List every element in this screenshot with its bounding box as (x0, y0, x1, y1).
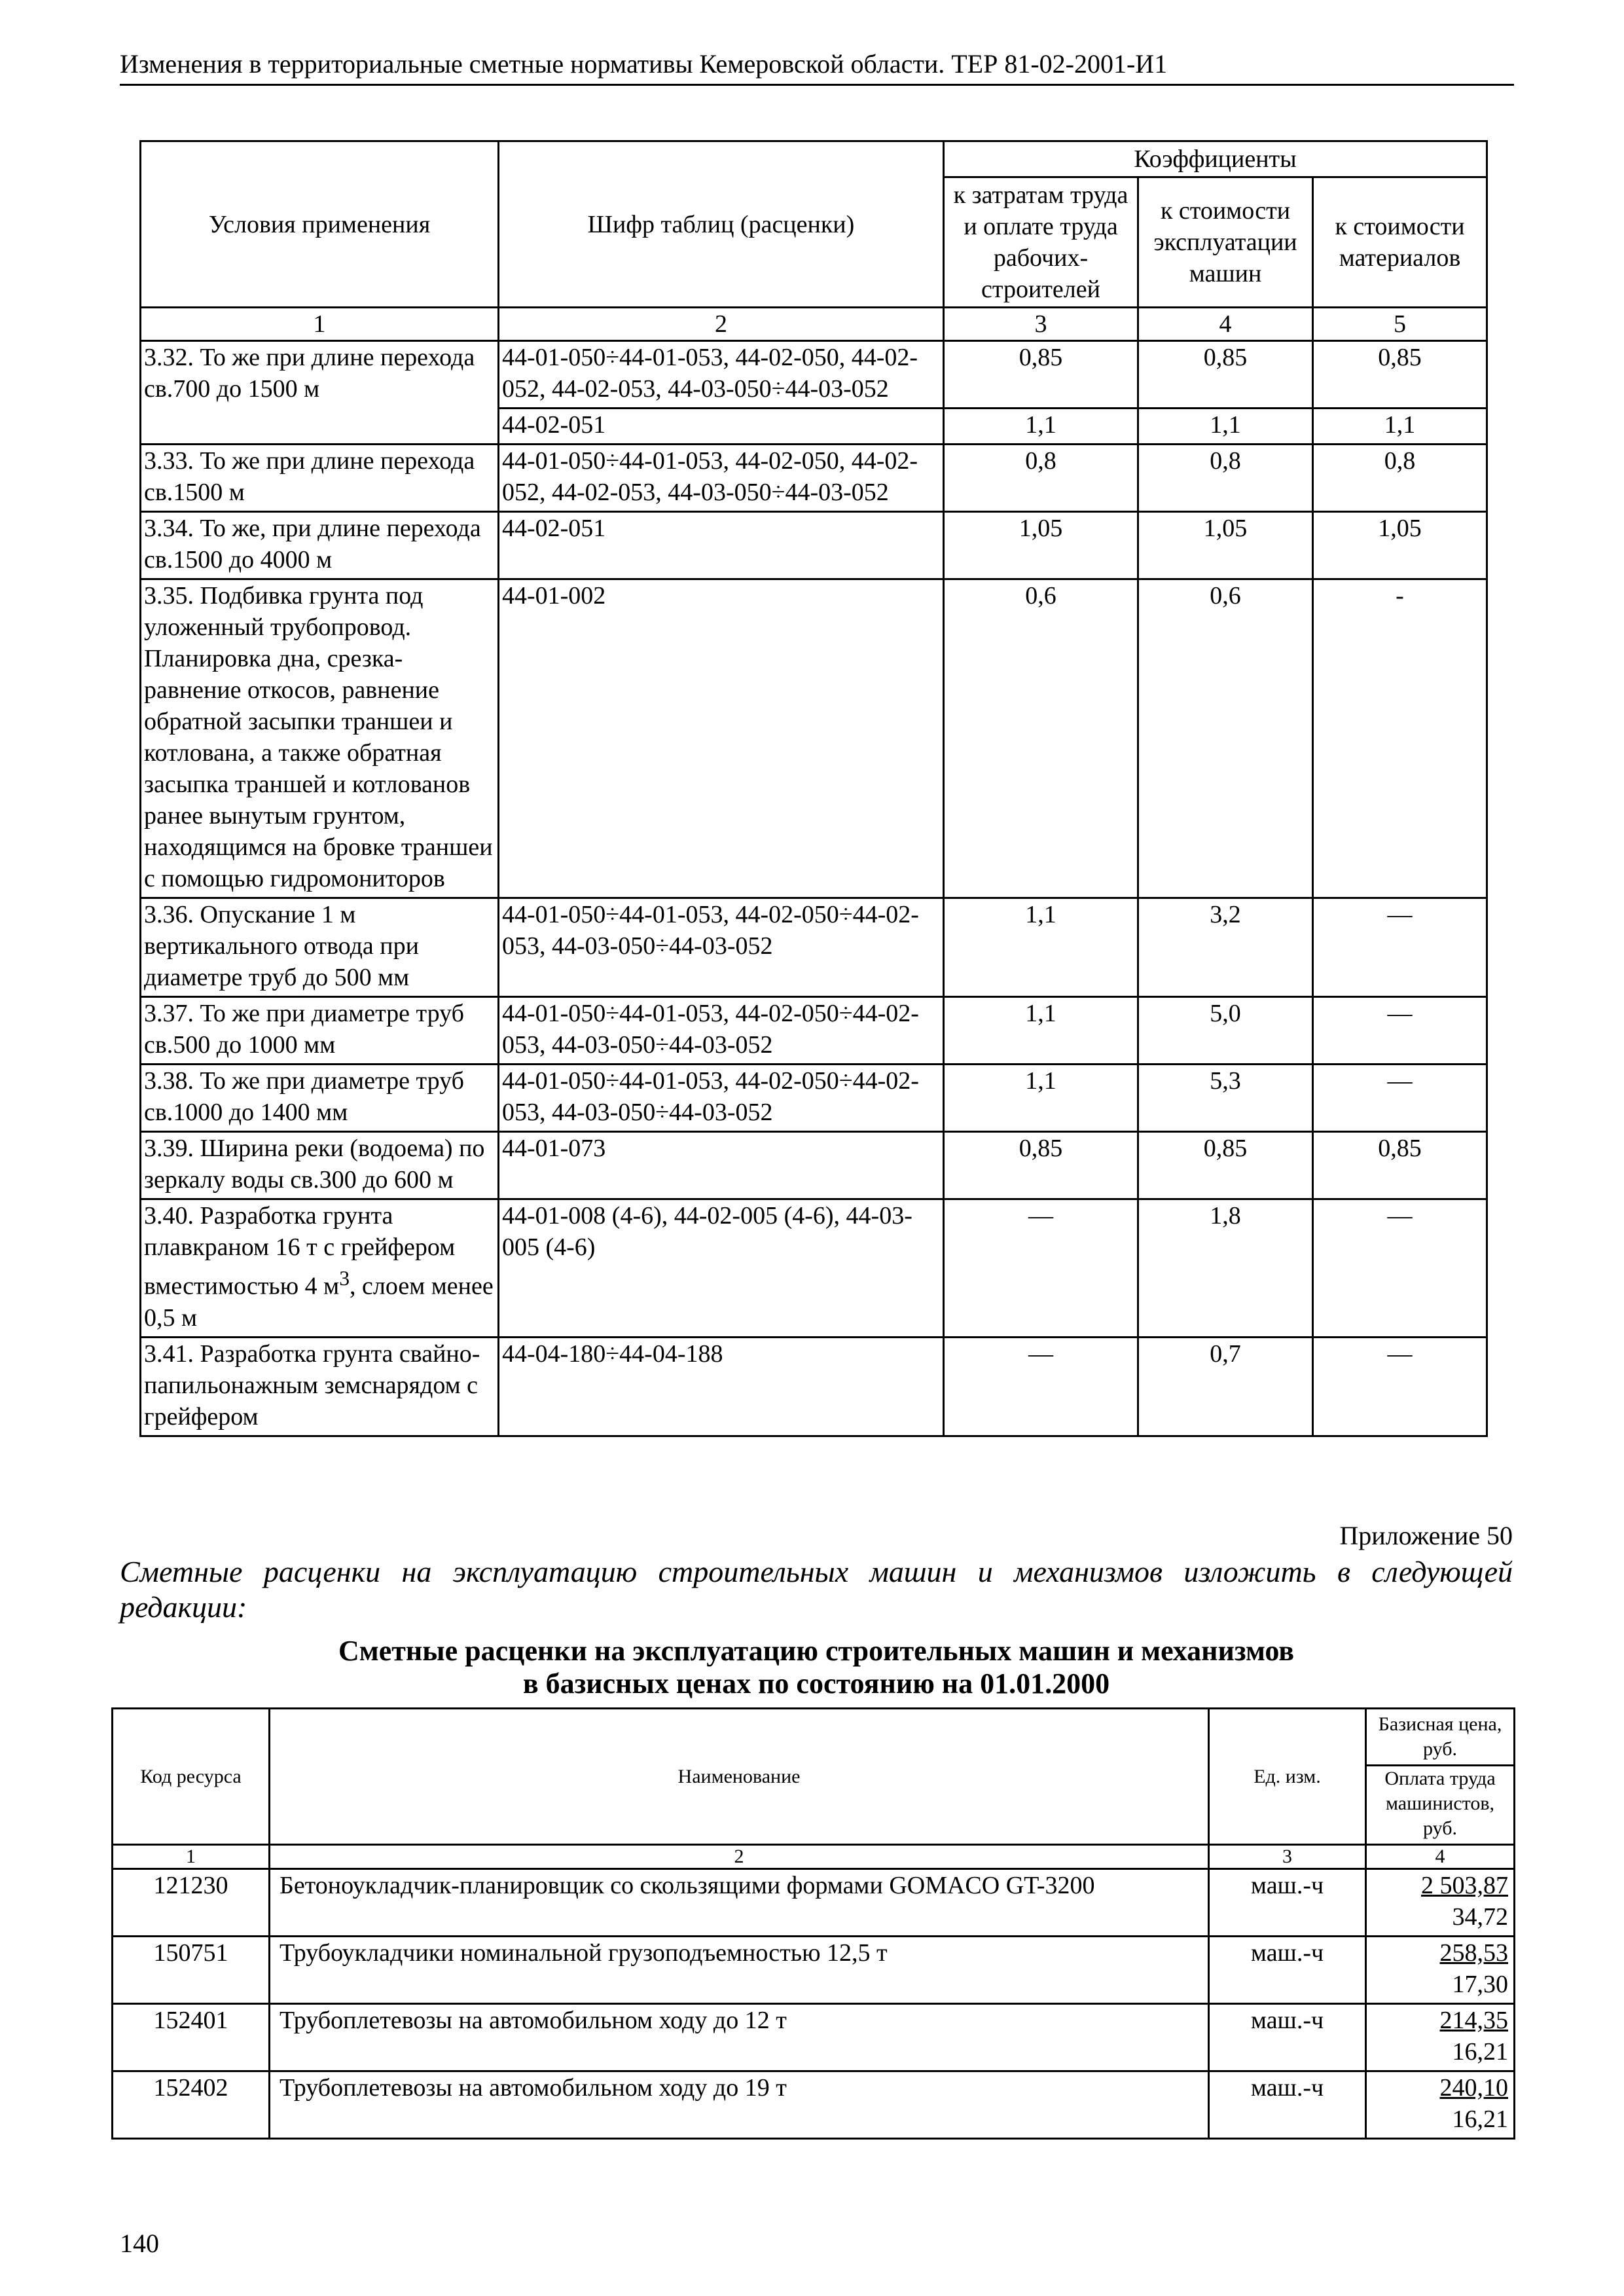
resource-name: Трубоукладчики номинальной грузоподъемностью 12,5 т (270, 1937, 1209, 2004)
code-cell: 44-01-050÷44-01-053, 44-02-050÷44-02-053, 44-03-050÷44-03-052 (499, 1065, 944, 1132)
instruction-text: Сметные расценки на эксплуатацию строительных машин и механизмов изложить в следующей редакции: (120, 1555, 1513, 1624)
price-cell (1366, 2071, 1515, 2139)
resource-name: Трубоплетевозы на автомобильном ходу до 12 т (270, 2004, 1209, 2071)
unit-cell: маш.-ч (1209, 2004, 1366, 2071)
materials-coef: — (1313, 898, 1487, 997)
price-cell (1366, 1937, 1515, 2004)
condition-cell: 3.41. Разработка грунта свайно-папильонажным земснарядом с грейфером (141, 1337, 499, 1436)
table-row (141, 1132, 1487, 1199)
machines-coef: 5,3 (1138, 1065, 1313, 1132)
code-cell: 44-02-051 (499, 409, 944, 445)
labor-coef: 1,05 (944, 512, 1138, 579)
condition-cell: 3.35. Подбивка грунта под уложенный трубопровод. Планировка дна, срезка-равнение откосов, равнение обратной засыпки траншеи и котлована, а также обратная засыпка траншей и котлованов ранее вынутым грунтом, находящимся на бровке траншеи с помощью гидромониторов (141, 579, 499, 898)
labor-coef: 0,8 (944, 445, 1138, 512)
table-row (141, 898, 1487, 997)
code-cell: 44-01-050÷44-01-053, 44-02-050, 44-02-052, 44-02-053, 44-03-050÷44-03-052 (499, 445, 944, 512)
code-cell: 44-02-051 (499, 512, 944, 579)
labor-coef: — (944, 1199, 1138, 1338)
table-row (141, 341, 1487, 409)
header-base-price: Базисная цена, руб. (1367, 1712, 1513, 1766)
labor-coef: 0,6 (944, 579, 1138, 898)
machines-coef: 0,85 (1138, 1132, 1313, 1199)
machines-coef: 1,8 (1138, 1199, 1313, 1338)
unit-cell: маш.-ч (1209, 1937, 1366, 2004)
superscript: 3 (339, 1267, 350, 1290)
section-title (120, 1635, 1513, 1700)
section-title-line: Сметные расценки на эксплуатацию строительных машин и механизмов (338, 1635, 1295, 1667)
resource-code: 121230 (113, 1869, 270, 1937)
operator-wage: 17,30 (1452, 1971, 1508, 1998)
running-header: Изменения в территориальные сметные нормативы Кемеровской области. ТЕР 81-02-2001-И1 (120, 46, 1514, 86)
base-price: 258,53 (1439, 1939, 1508, 1967)
header-code: Шифр таблиц (расценки) (499, 141, 944, 308)
unit-cell: маш.-ч (1209, 2071, 1366, 2139)
condition-cell: 3.38. То же при диаметре труб св.1000 до 1400 мм (141, 1065, 499, 1132)
labor-coef: — (944, 1337, 1138, 1436)
table-row (113, 2004, 1515, 2071)
code-cell: 44-01-050÷44-01-053, 44-02-050, 44-02-052, 44-02-053, 44-03-050÷44-03-052 (499, 341, 944, 409)
labor-coef: 1,1 (944, 409, 1138, 445)
condition-cell: 3.34. То же, при длине перехода св.1500 до 4000 м (141, 512, 499, 579)
labor-coef: 1,1 (944, 997, 1138, 1065)
table-row (113, 2071, 1515, 2139)
header-operator-wage: Оплата труда машинистов, руб. (1384, 1768, 1496, 1839)
labor-coef: 1,1 (944, 1065, 1138, 1132)
column-numbers-row (113, 1845, 1515, 1869)
column-number: 1 (113, 1845, 270, 1869)
table-row (141, 512, 1487, 579)
table-row (113, 1869, 1515, 1937)
header-resource-code: Код ресурса (113, 1709, 270, 1845)
header-labor: к затратам труда и оплате труда рабочих-строителей (944, 177, 1138, 308)
table-row (141, 1065, 1487, 1132)
column-number: 1 (141, 308, 499, 341)
materials-coef: 0,8 (1313, 445, 1487, 512)
header-machines: к стоимости эксплуатации машин (1138, 177, 1313, 308)
table-header-row (141, 141, 1487, 177)
labor-coef: 1,1 (944, 898, 1138, 997)
page-number: 140 (120, 2229, 159, 2258)
column-number: 4 (1366, 1845, 1515, 1869)
column-number: 5 (1313, 308, 1487, 341)
resource-name: Бетоноукладчик-планировщик со скользящими формами GOMACO GT-3200 (270, 1869, 1209, 1937)
machines-coef: 0,85 (1138, 341, 1313, 409)
machines-coef: 1,05 (1138, 512, 1313, 579)
machines-coef: 0,6 (1138, 579, 1313, 898)
machine-rates-table (111, 1707, 1515, 2140)
column-number: 2 (270, 1845, 1209, 1869)
machines-coef: 0,8 (1138, 445, 1313, 512)
code-cell: 44-01-002 (499, 579, 944, 898)
code-cell: 44-01-073 (499, 1132, 944, 1199)
code-cell: 44-01-008 (4-6), 44-02-005 (4-6), 44-03-005 (4-6) (499, 1199, 944, 1338)
column-numbers-row (141, 308, 1487, 341)
condition-cell: 3.39. Ширина реки (водоема) по зеркалу воды св.300 до 600 м (141, 1132, 499, 1199)
materials-coef: — (1313, 1199, 1487, 1338)
column-number: 3 (944, 308, 1138, 341)
operator-wage: 16,21 (1452, 2038, 1508, 2066)
header-unit: Ед. изм. (1209, 1709, 1366, 1845)
section-title-line: в базисных ценах по состоянию на 01.01.2000 (522, 1667, 1110, 1700)
code-cell: 44-01-050÷44-01-053, 44-02-050÷44-02-053, 44-03-050÷44-03-052 (499, 997, 944, 1065)
resource-code: 152401 (113, 2004, 270, 2071)
unit-cell: маш.-ч (1209, 1869, 1366, 1937)
table-row (141, 579, 1487, 898)
condition-cell: 3.37. То же при диаметре труб св.500 до 1000 мм (141, 997, 499, 1065)
materials-coef: - (1313, 579, 1487, 898)
column-number: 3 (1209, 1845, 1366, 1869)
condition-cell: 3.33. То же при длине перехода св.1500 м (141, 445, 499, 512)
appendix-label: Приложение 50 (1339, 1521, 1513, 1550)
price-cell (1366, 1869, 1515, 1937)
operator-wage: 16,21 (1452, 2105, 1508, 2133)
table-row (141, 1337, 1487, 1436)
machines-coef: 0,7 (1138, 1337, 1313, 1436)
materials-coef: 1,1 (1313, 409, 1487, 445)
column-number: 2 (499, 308, 944, 341)
machines-coef: 1,1 (1138, 409, 1313, 445)
header-coefficients: Коэффициенты (944, 141, 1487, 177)
column-number: 4 (1138, 308, 1313, 341)
price-cell (1366, 2004, 1515, 2071)
resource-code: 152402 (113, 2071, 270, 2139)
condition-text: 3.40. Разработка грунта плавкраном 16 т с грейфером вместимостью 4 м (144, 1202, 456, 1300)
code-cell: 44-01-050÷44-01-053, 44-02-050÷44-02-053, 44-03-050÷44-03-052 (499, 898, 944, 997)
header-materials: к стоимости материалов (1313, 177, 1487, 308)
code-cell: 44-04-180÷44-04-188 (499, 1337, 944, 1436)
table-header-row (113, 1709, 1515, 1845)
table-row (141, 445, 1487, 512)
header-name: Наименование (270, 1709, 1209, 1845)
condition-cell: 3.32. То же при длине перехода св.700 до 1500 м (141, 341, 499, 445)
header-price (1366, 1709, 1515, 1845)
materials-coef: 1,05 (1313, 512, 1487, 579)
resource-code: 150751 (113, 1937, 270, 2004)
base-price: 240,10 (1439, 2074, 1508, 2102)
machines-coef: 5,0 (1138, 997, 1313, 1065)
condition-text: , слоем менее 0,5 м (144, 1272, 494, 1332)
materials-coef: — (1313, 997, 1487, 1065)
table-row (113, 1937, 1515, 2004)
coefficients-table (139, 140, 1488, 1437)
materials-coef: — (1313, 1065, 1487, 1132)
base-price: 214,35 (1439, 2007, 1508, 2034)
machines-coef: 3,2 (1138, 898, 1313, 997)
condition-cell (141, 1199, 499, 1338)
resource-name: Трубоплетевозы на автомобильном ходу до 19 т (270, 2071, 1209, 2139)
materials-coef: — (1313, 1337, 1487, 1436)
labor-coef: 0,85 (944, 341, 1138, 409)
materials-coef: 0,85 (1313, 341, 1487, 409)
operator-wage: 34,72 (1452, 1903, 1508, 1931)
table-row (141, 1199, 1487, 1338)
header-conditions: Условия применения (141, 141, 499, 308)
table-row (141, 997, 1487, 1065)
labor-coef: 0,85 (944, 1132, 1138, 1199)
base-price: 2 503,87 (1421, 1872, 1508, 1899)
condition-cell: 3.36. Опускание 1 м вертикального отвода при диаметре труб до 500 мм (141, 898, 499, 997)
materials-coef: 0,85 (1313, 1132, 1487, 1199)
